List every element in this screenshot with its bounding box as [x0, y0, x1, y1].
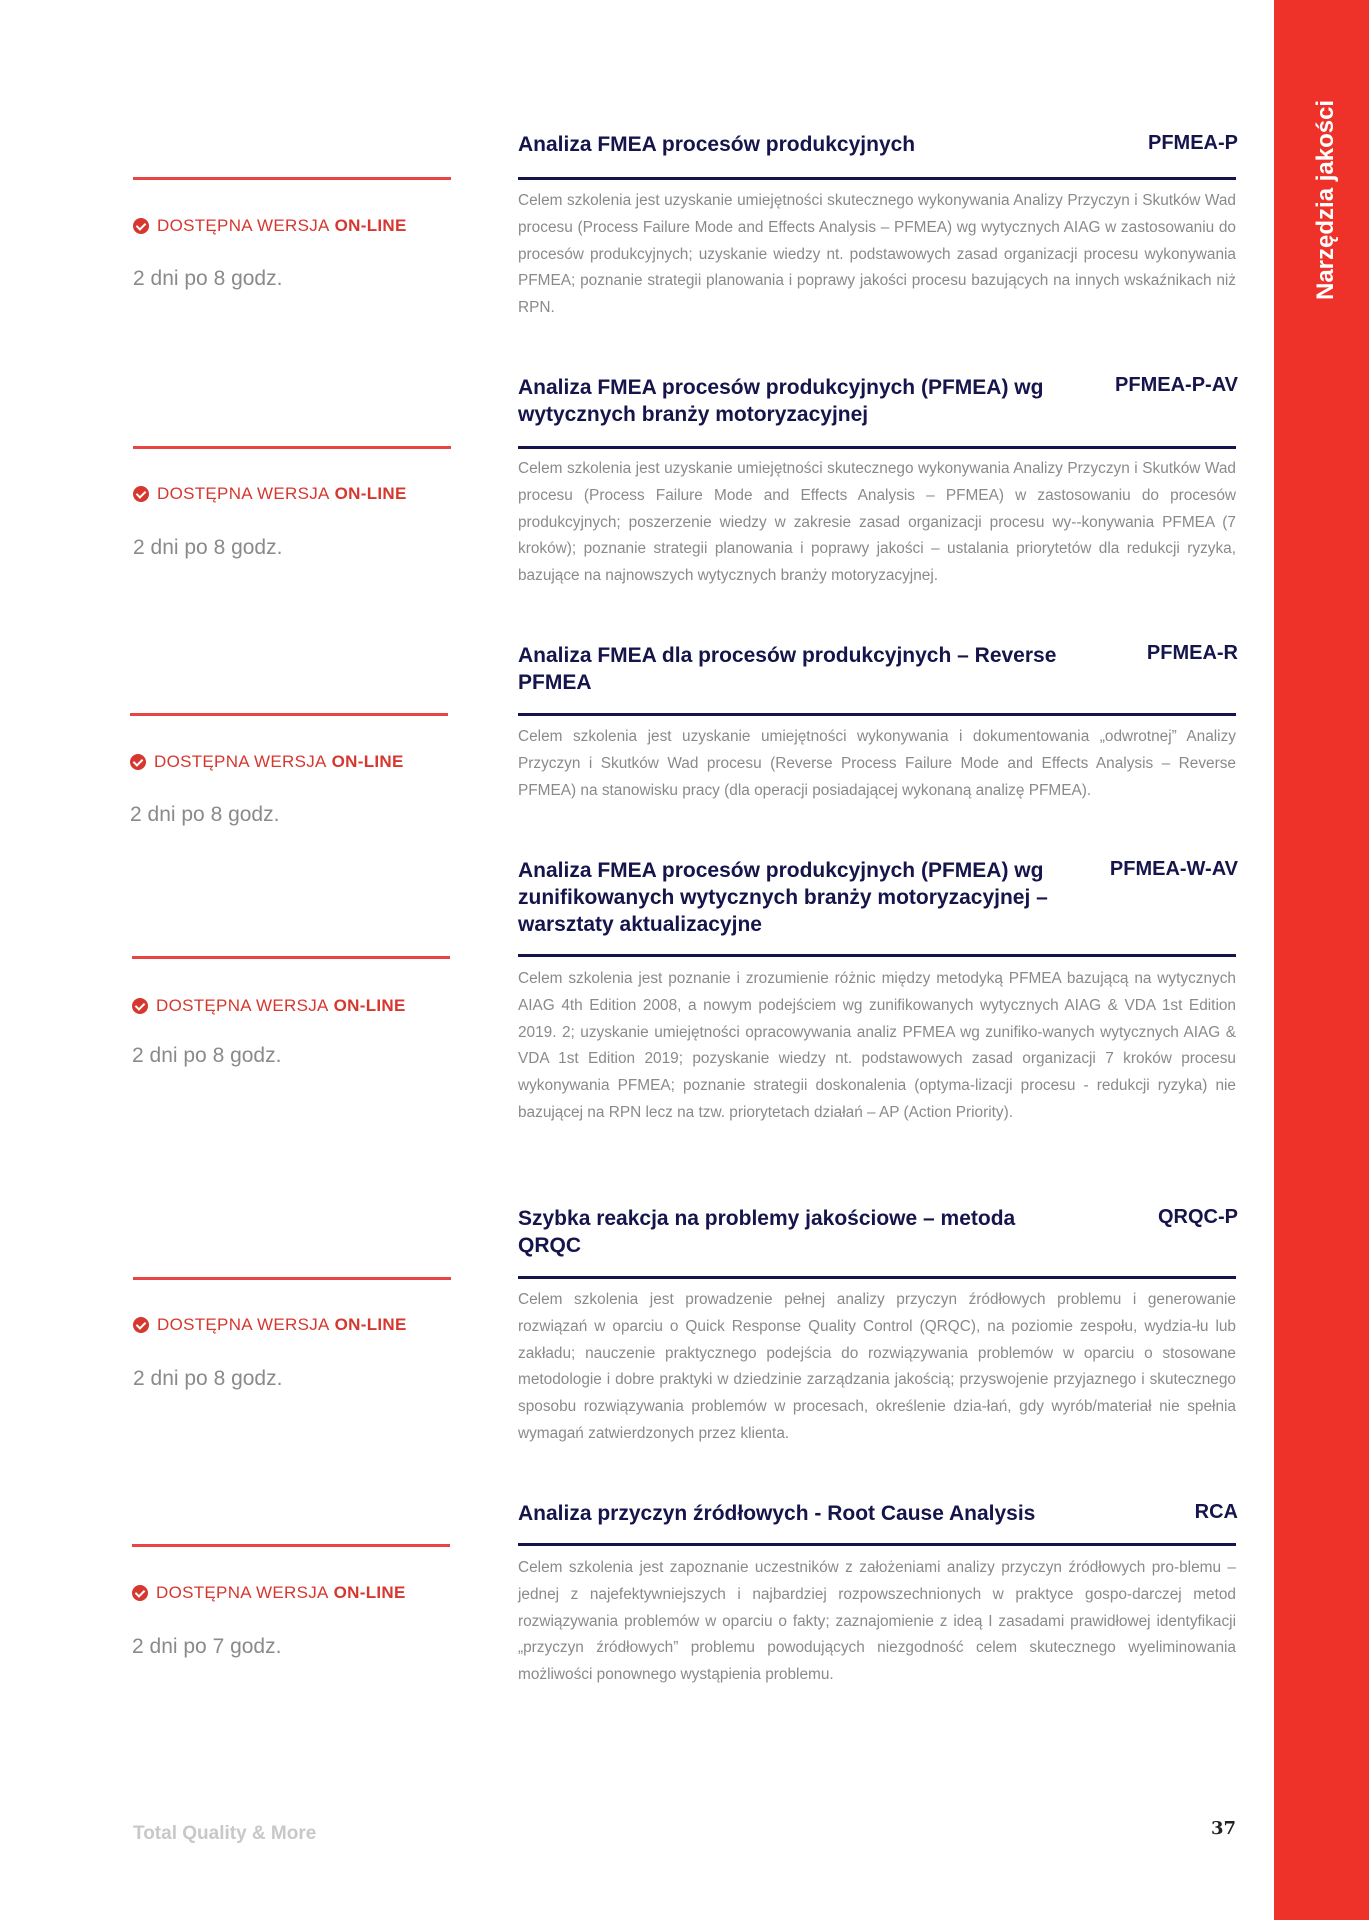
footer-brand: Total Quality & More: [133, 1823, 317, 1844]
title-divider: [518, 446, 1236, 449]
page-number: 37: [1210, 1818, 1236, 1839]
online-badge: DOSTĘPNA WERSJA ON-LINE: [133, 216, 407, 236]
title-divider: [518, 1543, 1236, 1546]
course-title: Analiza FMEA procesów produkcyjnych (PFMEA) wg zunifikowanych wytycznych branży motoryzacyjnej – warsztaty aktualizacyjne: [518, 859, 1048, 936]
check-circle-icon: [132, 998, 148, 1014]
check-circle-icon: [133, 218, 149, 234]
sidebar-title: Narzędzia jakości: [1312, 99, 1339, 300]
title-divider: [518, 713, 1236, 716]
course-duration: 2 dni po 8 godz.: [130, 803, 280, 826]
online-badge: DOSTĘPNA WERSJA ON-LINE: [133, 1315, 407, 1335]
course-duration: 2 dni po 7 godz.: [132, 1635, 282, 1658]
left-divider: [133, 1277, 451, 1280]
online-badge: DOSTĘPNA WERSJA ON-LINE: [132, 1583, 406, 1603]
course-code: PFMEA-R: [1146, 642, 1238, 664]
course-duration: 2 dni po 8 godz.: [133, 1367, 283, 1390]
course-duration: 2 dni po 8 godz.: [133, 267, 283, 290]
left-divider: [130, 713, 448, 716]
title-divider: [518, 177, 1236, 180]
course-title: Szybka reakcja na problemy jakościowe – metoda QRQC: [518, 1207, 1016, 1257]
online-badge: DOSTĘPNA WERSJA ON-LINE: [130, 752, 404, 772]
left-divider: [132, 1544, 450, 1547]
course-description: Celem szkolenia jest poznanie i zrozumienie różnic między metodyką PFMEA bazującą na wytycznych AIAG 4th Edition 2008, a nowym podejściem wg zunifikowanych wytycznych AIAG & VDA 1st Edition 2019. 2; uzyskanie umiejętności opracowywania analiz PFMEA wg zunifiko-wanych wytycznych AIAG & VDA 1st Edition 2019; pozyskanie wiedzy nt. podstawowych zasad organizacji 7 kroków procesu wykonywania PFMEA; poznanie strategii doskonalenia (optyma-lizacji procesu - redukcji ryzyka) nie bazującej na RPN lecz na tzw. priorytetach działań – AP (Action Priority).: [518, 970, 1236, 1121]
course-description: Celem szkolenia jest prowadzenie pełnej analizy przyczyn źródłowych problemu i generowanie rozwiązań w oparciu o Quick Response Quality Control (QRQC), na poziomie zespołu, wydzia-łu lub zakładu; nauczenie praktycznego podejścia do rozwiązywania problemów w oparciu o stosowane metodologie i dobre praktyki w dziedzinie zarządzania jakością; przyswojenie przyjaznego i skutecznego sposobu rozwiązywania problemów w procesach, określenie dzia-łań, gdy wyrób/materiał nie spełnia wymagań zatwierdzonych przez klienta.: [518, 1291, 1236, 1442]
course-description: Celem szkolenia jest uzyskanie umiejętności skutecznego wykonywania Analizy Przyczyn i Skutków Wad procesu (Process Failure Mode and Effects Analysis – PFMEA) w zastosowaniu do procesów produkcyjnych; poszerzenie wiedzy w zakresie zasad organizacji procesu wy--konywania PFMEA (7 kroków); poznanie strategii planowania i poprawy jakości – ustalania priorytetów dla redukcji ryzyka, bazujące na najnowszych wytycznych branży motoryzacyjnej.: [518, 460, 1236, 585]
course-code: PFMEA-P: [1148, 132, 1238, 154]
course-code: PFMEA-W-AV: [1109, 858, 1238, 880]
check-circle-icon: [132, 1585, 148, 1601]
left-divider: [132, 956, 450, 959]
course-code: QRQC-P: [1158, 1206, 1238, 1228]
title-divider: [518, 1276, 1236, 1279]
left-divider: [133, 177, 451, 180]
check-circle-icon: [130, 754, 146, 770]
online-badge: DOSTĘPNA WERSJA ON-LINE: [132, 996, 406, 1016]
course-description: Celem szkolenia jest uzyskanie umiejętności skutecznego wykonywania Analizy Przyczyn i Skutków Wad procesu (Process Failure Mode and Effects Analysis – PFMEA) wg wytycznych AIAG w zastosowaniu do procesów produkcyjnych; uzyskanie wiedzy nt. podstawowych zasad organizacji procesu wykonywania PFMEA; poznanie strategii planowania i poprawy jakości procesu bazujących na innych wskaźnikach niż RPN.: [518, 192, 1236, 317]
course-description: Celem szkolenia jest zapoznanie uczestników z założeniami analizy przyczyn źródłowych pro-blemu – jednej z najefektywniejszych i najbardziej rozpowszechnionych w praktyce gospo-darczej metod rozwiązywania problemów w oparciu o fakty; zaznajomienie z ideą I zasadami prawidłowej identyfikacji „przyczyn źródłowych” problemu powodujących niezgodność celem skutecznego wyeliminowania możliwości ponownego wystąpienia problemu.: [518, 1559, 1236, 1684]
course-code: RCA: [1194, 1501, 1238, 1523]
title-divider: [518, 954, 1236, 957]
course-title: Analiza przyczyn źródłowych - Root Cause Analysis: [518, 1502, 1036, 1525]
check-circle-icon: [133, 1317, 149, 1333]
course-duration: 2 dni po 8 godz.: [133, 536, 283, 559]
course-title: Analiza FMEA dla procesów produkcyjnych – Reverse PFMEA: [518, 644, 1057, 694]
left-divider: [133, 446, 451, 449]
course-title: Analiza FMEA procesów produkcyjnych: [518, 133, 916, 156]
check-circle-icon: [133, 486, 149, 502]
online-badge: DOSTĘPNA WERSJA ON-LINE: [133, 484, 407, 504]
course-duration: 2 dni po 8 godz.: [132, 1044, 282, 1067]
course-title: Analiza FMEA procesów produkcyjnych (PFMEA) wg wytycznych branży motoryzacyjnej: [518, 376, 1044, 426]
course-description: Celem szkolenia jest uzyskanie umiejętności wykonywania i dokumentowania „odwrotnej” Analizy Przyczyn i Skutków Wad procesu (Reverse Process Failure Mode and Effects Analysis – Reverse PFMEA) na stanowisku pracy (dla operacji posiadającej wykonaną analizę PFMEA).: [518, 728, 1236, 799]
course-code: PFMEA-P-AV: [1115, 374, 1238, 396]
